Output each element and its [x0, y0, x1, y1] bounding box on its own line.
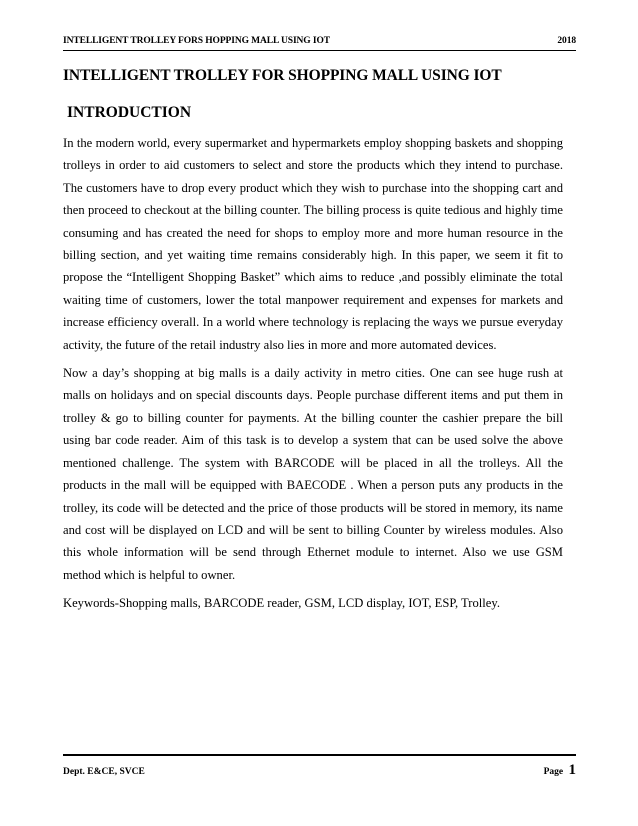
running-header: [63, 36, 576, 46]
footer-rule: [63, 754, 576, 756]
paragraph-keywords: Keywords-Shopping malls, BARCODE reader, GSM, LCD display, IOT, ESP, Trolley.: [63, 596, 501, 611]
page-number: 1: [568, 762, 576, 778]
paragraph-intro: In the modern world, every supermarket and hypermarkets employ shopping baskets and shopping trolleys in order to aid customers to select and store the products which they intend to purchase. The customers have to drop every product which they wish to purchase into the shopping cart and then proceed to checkout at the billing counter. The billing process is quite tedious and highly time consuming and has created the need for shops to employ more and more human resource in the billing section, and yet waiting time remains considerably high. In this paper, we seem it fit to propose the “Intelligent Shopping Basket” which aims to reduce ,and possibly eliminate the total waiting time of customers, lower the total manpower requirement and expenses for markets and increase efficiency overall. In a world where technology is replacing the ways we pursue everyday activity, the future of the retail industry also lies in more and more automated devices.: [63, 136, 563, 352]
footer-department: Dept. E&CE, SVCE: [63, 767, 145, 777]
section-heading: INTRODUCTION: [67, 104, 192, 121]
header-rule: [63, 50, 576, 51]
header-title: INTELLIGENT TROLLEY FORS HOPPING MALL USING IOT: [63, 36, 330, 46]
running-footer: [63, 762, 576, 779]
page-label: Page: [543, 767, 564, 777]
paragraph-system: Now a day’s shopping at big malls is a daily activity in metro cities. One can see huge rush at malls on holidays and on special discounts days. People purchase different items and put them in trolley & go to billing counter for payments. At the billing counter the cashier prepare the bill using bar code reader. Aim of this task is to develop a system that can be used solve the above mentioned challenge. The system with BARCODE will be placed in all the trolleys. All the products in the mall will be equipped with BAECODE . When a person puts any products in the trolley, its code will be detected and the price of those products will be stored in memory, its name and cost will be displayed on LCD and will be sent to billing Counter by wireless modules. Also this whole information will be send through Ethernet module to internet. Also we use GSM method which is helpful to owner.: [63, 366, 563, 582]
page-indicator: [544, 762, 576, 779]
document-title: INTELLIGENT TROLLEY FOR SHOPPING MALL USING IOT: [63, 67, 502, 84]
header-year: 2018: [557, 36, 576, 46]
body-text: [63, 132, 563, 615]
